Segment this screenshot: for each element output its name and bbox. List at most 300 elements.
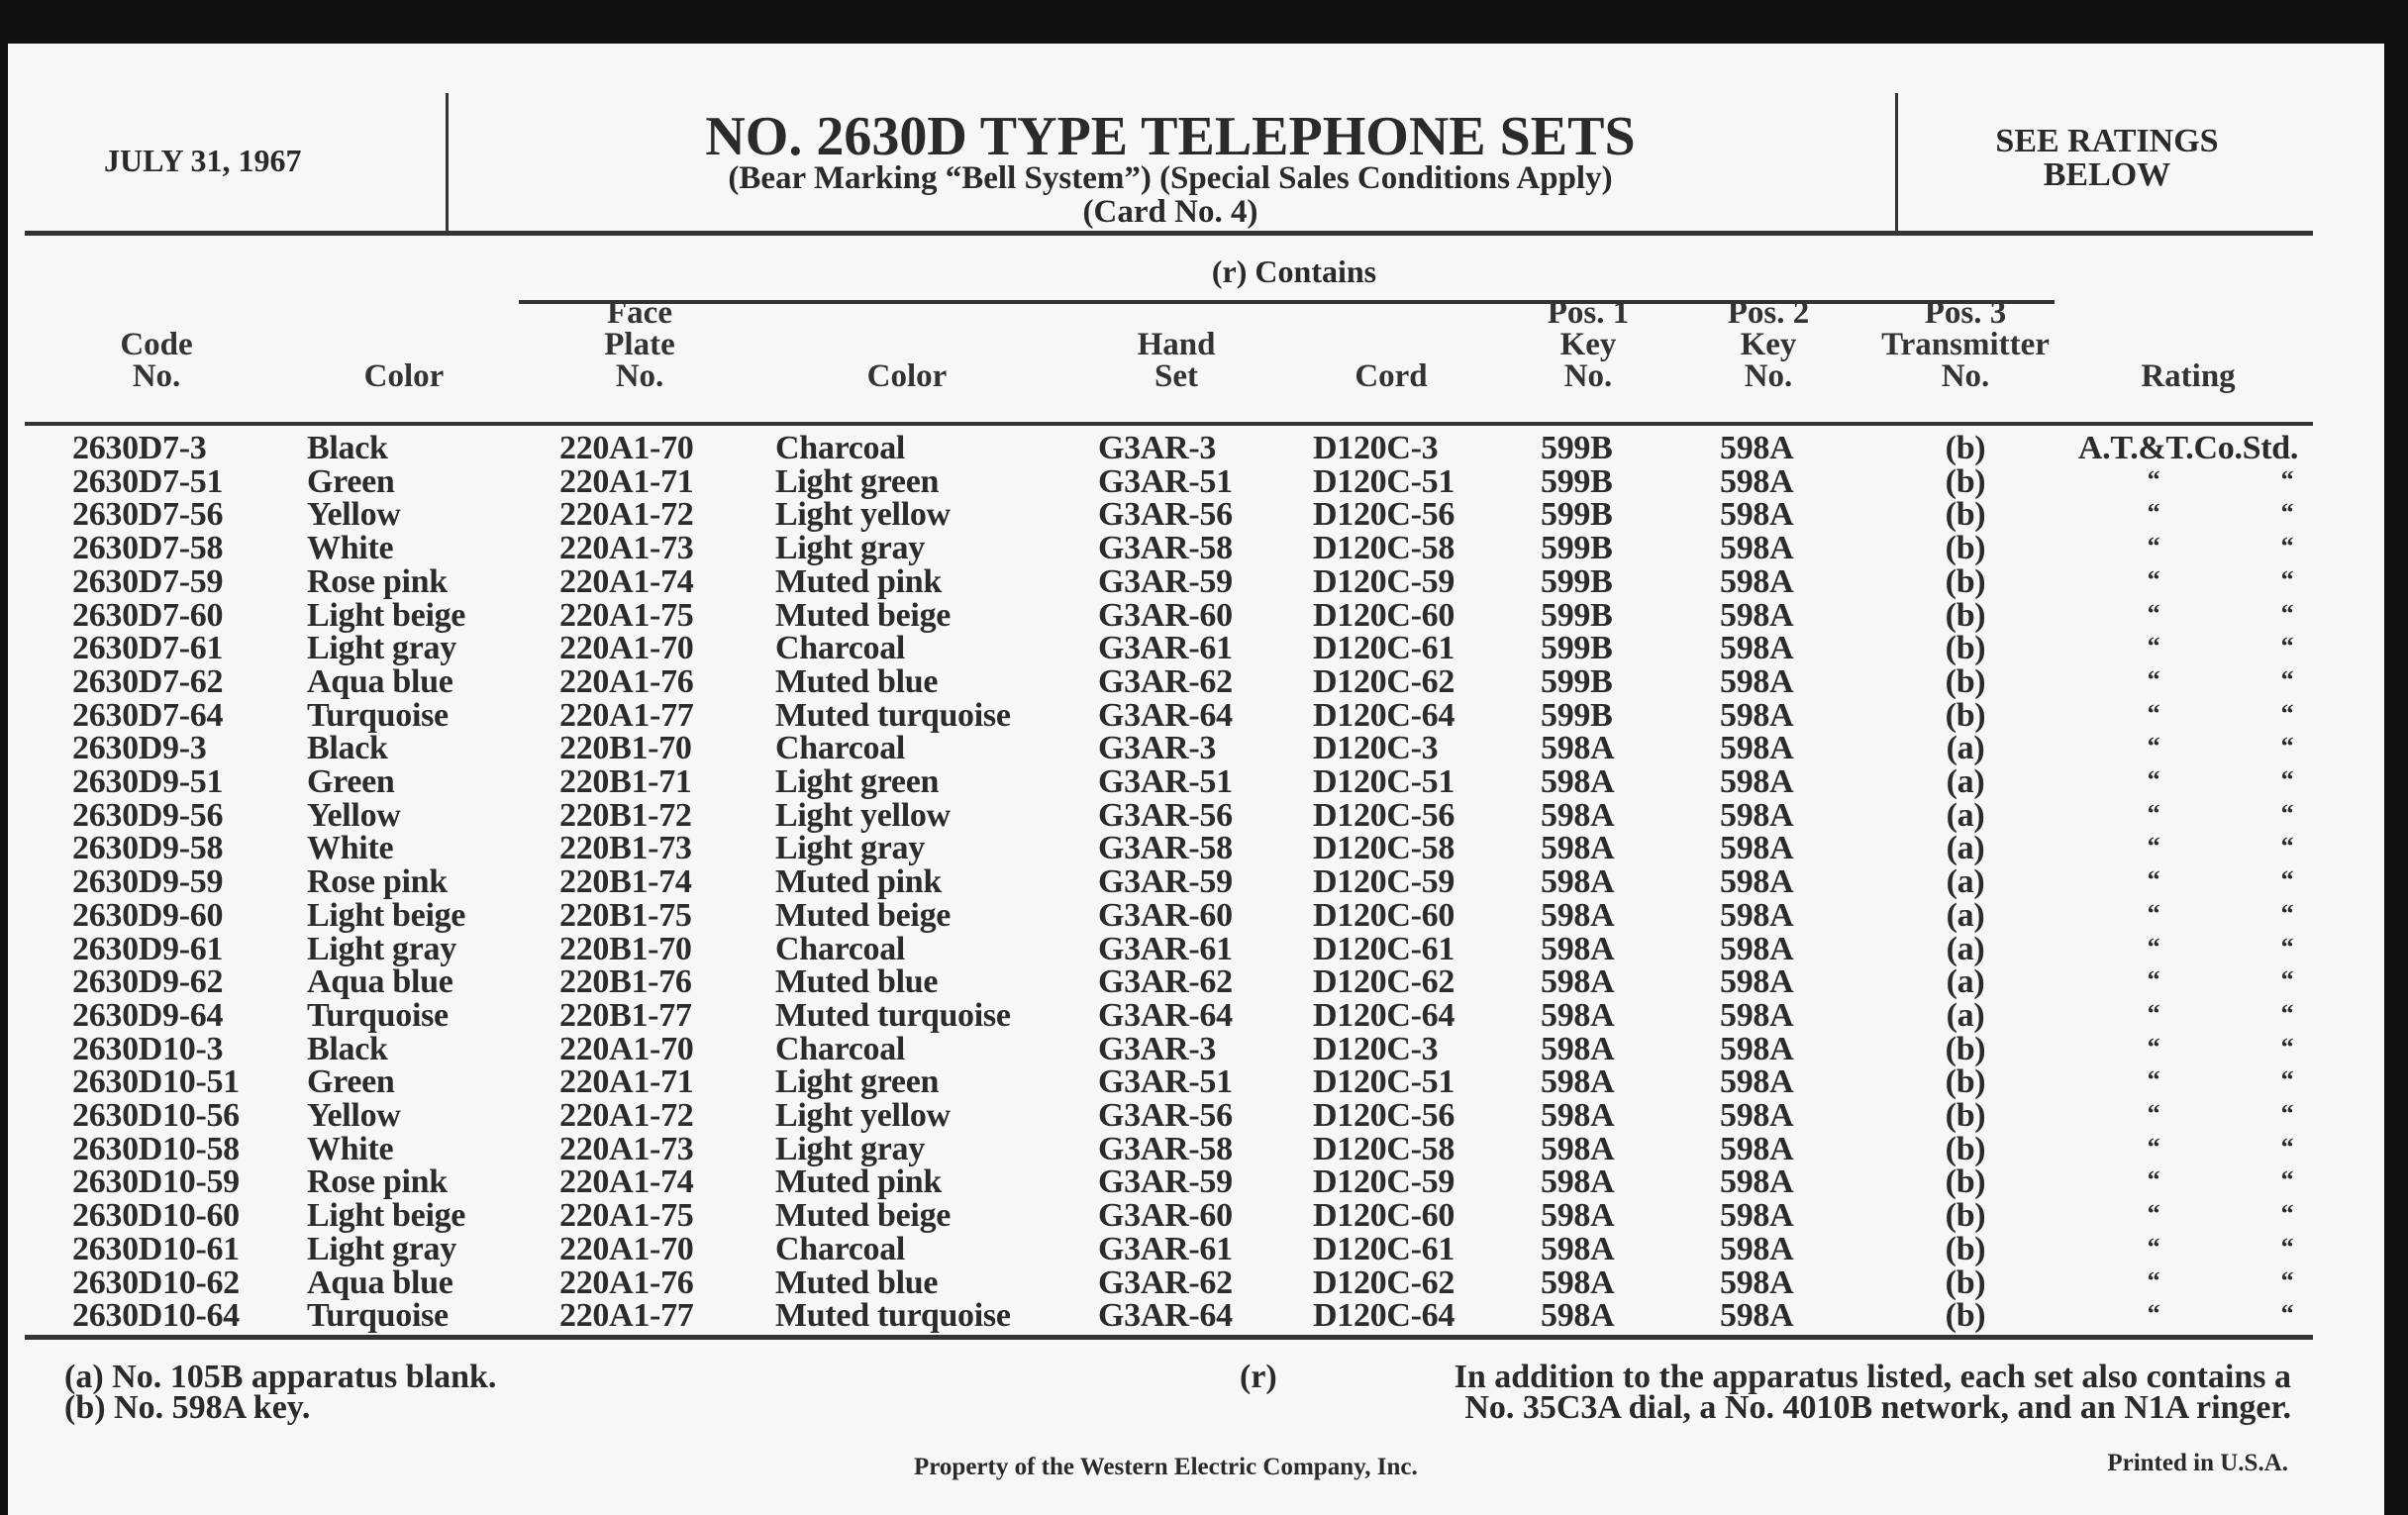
cell-code: 2630D7-60	[72, 596, 224, 634]
cell-face-plate: 220A1-73	[559, 1130, 694, 1167]
cell-rating-ditto: “	[2147, 798, 2160, 828]
cell-face-plate: 220A1-70	[559, 630, 694, 667]
cell-pos1: 598A	[1541, 930, 1615, 967]
column-header-line: Face	[607, 295, 672, 331]
cell-code: 2630D10-64	[72, 1297, 240, 1335]
cell-face-plate: 220B1-74	[559, 863, 692, 901]
cell-rating-ditto: “	[2147, 1199, 2160, 1229]
cell-hand-set: G3AR-61	[1098, 930, 1233, 967]
cell-plate-color: Charcoal	[775, 730, 906, 767]
cell-code: 2630D10-60	[72, 1197, 240, 1235]
cell-plate-color: Light yellow	[775, 496, 951, 534]
cell-hand-set: G3AR-58	[1098, 830, 1233, 867]
cell-pos2: 598A	[1720, 1263, 1794, 1301]
cell-rating-ditto: “	[2280, 965, 2294, 995]
cell-face-plate: 220A1-71	[559, 1063, 694, 1101]
column-header-code	[120, 329, 192, 392]
cell-pos2: 598A	[1720, 730, 1794, 767]
cell-code: 2630D7-59	[72, 562, 224, 600]
cell-rating-ditto: “	[2147, 1032, 2160, 1061]
cell-cord: D120C-64	[1313, 696, 1455, 734]
cell-pos2: 598A	[1720, 496, 1794, 534]
cell-color: Yellow	[307, 496, 401, 534]
cell-code: 2630D7-56	[72, 496, 224, 534]
cell-pos1: 598A	[1541, 1263, 1615, 1301]
cell-color: Green	[307, 1063, 395, 1101]
column-header-line: Set	[1154, 358, 1198, 394]
cell-code: 2630D9-61	[72, 930, 224, 967]
cell-pos3: (b)	[1945, 462, 1986, 500]
cell-cord: D120C-51	[1313, 763, 1455, 800]
cell-color: Black	[307, 1030, 388, 1067]
cell-rating-ditto: “	[2147, 732, 2160, 761]
column-header-line: Color	[866, 358, 948, 394]
cell-cord: D120C-60	[1313, 596, 1455, 634]
cell-cord: D120C-51	[1313, 1063, 1455, 1101]
cell-cord: D120C-62	[1313, 963, 1455, 1001]
cell-pos1: 599B	[1541, 696, 1613, 734]
cell-face-plate: 220B1-70	[559, 730, 692, 767]
cell-pos3: (a)	[1946, 896, 1985, 934]
cell-color: Black	[307, 730, 388, 767]
cell-pos3: (a)	[1946, 963, 1985, 1001]
cell-rating-ditto: “	[2147, 832, 2160, 861]
cell-color: Light gray	[307, 1230, 456, 1267]
cell-pos1: 598A	[1541, 1230, 1615, 1267]
cell-code: 2630D9-51	[72, 763, 224, 800]
cell-pos3: (b)	[1945, 430, 1986, 466]
cell-rating-ditto: “	[2280, 1265, 2294, 1295]
cell-cord: D120C-58	[1313, 830, 1455, 867]
cell-color: White	[307, 1130, 394, 1167]
cell-color: Green	[307, 763, 395, 800]
column-header-line: Rating	[2141, 358, 2236, 394]
cell-cord: D120C-3	[1313, 430, 1439, 466]
cell-plate-color: Muted blue	[775, 1263, 939, 1301]
cell-rating-ditto: “	[2280, 564, 2294, 594]
column-header-rating	[2141, 360, 2235, 392]
cell-pos3: (b)	[1945, 662, 1986, 700]
cell-rating-ditto: “	[2147, 898, 2160, 928]
card-date: JULY 31, 1967	[104, 143, 302, 178]
column-header-line: Plate	[604, 327, 675, 362]
cell-color: Yellow	[307, 1097, 401, 1134]
cell-hand-set: G3AR-62	[1098, 1263, 1233, 1301]
cell-hand-set: G3AR-51	[1098, 763, 1233, 800]
cell-pos2: 598A	[1720, 763, 1794, 800]
cell-code: 2630D10-56	[72, 1097, 240, 1134]
cell-plate-color: Charcoal	[775, 1030, 906, 1067]
cell-rating-ditto: “	[2147, 998, 2160, 1028]
cell-pos3: (a)	[1946, 830, 1985, 867]
property-notice: Property of the Western Electric Company, Inc.	[914, 1454, 1418, 1480]
cell-pos1: 598A	[1541, 830, 1615, 867]
cell-code: 2630D10-58	[72, 1130, 240, 1167]
column-header-cord	[1354, 360, 1427, 392]
cell-hand-set: G3AR-64	[1098, 996, 1233, 1034]
cell-hand-set: G3AR-3	[1098, 1030, 1217, 1067]
cell-rating-ditto: “	[2280, 1232, 2294, 1262]
cell-color: Rose pink	[307, 863, 448, 901]
cell-rating-ditto: “	[2147, 598, 2160, 628]
cell-color: Black	[307, 430, 388, 466]
cell-pos2: 598A	[1720, 796, 1794, 834]
cell-cord: D120C-56	[1313, 1097, 1455, 1134]
column-header-line: Key	[1559, 327, 1617, 362]
cell-cord: D120C-3	[1313, 730, 1439, 767]
ratings-note-line1: SEE RATINGS	[1995, 123, 2219, 159]
cell-color: Aqua blue	[307, 1263, 453, 1301]
cell-hand-set: G3AR-60	[1098, 896, 1233, 934]
cell-rating-ditto: “	[2147, 1299, 2160, 1329]
cell-pos2: 598A	[1720, 1230, 1794, 1267]
column-header-pos2	[1728, 297, 1810, 392]
cell-plate-color: Muted blue	[775, 662, 939, 700]
cell-hand-set: G3AR-3	[1098, 430, 1217, 466]
cell-hand-set: G3AR-58	[1098, 1130, 1233, 1167]
cell-code: 2630D9-59	[72, 863, 224, 901]
cell-rating-ditto: “	[2280, 832, 2294, 861]
cell-pos3: (b)	[1945, 1263, 1986, 1301]
column-header-plate-color	[867, 360, 948, 392]
cell-pos1: 598A	[1541, 1063, 1615, 1101]
cell-pos2: 598A	[1720, 562, 1794, 600]
cell-hand-set: G3AR-62	[1098, 662, 1233, 700]
cell-plate-color: Light yellow	[775, 1097, 951, 1134]
cell-pos3: (a)	[1946, 730, 1985, 767]
cell-code: 2630D10-59	[72, 1163, 240, 1201]
cell-plate-color: Light green	[775, 1063, 940, 1101]
printed-notice: Printed in U.S.A.	[2107, 1450, 2288, 1476]
cell-pos2: 598A	[1720, 1163, 1794, 1201]
cell-color: Green	[307, 462, 395, 500]
cell-rating-ditto: “	[2280, 798, 2294, 828]
cell-plate-color: Light green	[775, 462, 940, 500]
cell-pos2: 598A	[1720, 696, 1794, 734]
cell-plate-color: Muted beige	[775, 896, 952, 934]
cell-pos2: 598A	[1720, 1197, 1794, 1235]
cell-pos2: 598A	[1720, 1130, 1794, 1167]
cell-hand-set: G3AR-56	[1098, 796, 1233, 834]
column-header-line: Transmitter	[1881, 327, 2050, 362]
cell-color: White	[307, 830, 394, 867]
cell-cord: D120C-59	[1313, 562, 1455, 600]
cell-rating-ditto: “	[2280, 698, 2294, 728]
cell-cord: D120C-56	[1313, 496, 1455, 534]
cell-hand-set: G3AR-58	[1098, 530, 1233, 567]
cell-pos1: 598A	[1541, 1030, 1615, 1067]
cell-pos2: 598A	[1720, 662, 1794, 700]
cell-rating-ditto: “	[2280, 1165, 2294, 1195]
cell-pos3: (a)	[1946, 763, 1985, 800]
cell-pos1: 598A	[1541, 1297, 1615, 1335]
column-header-line: No.	[1744, 358, 1793, 394]
cell-rating-ditto: “	[2147, 464, 2160, 494]
cell-color: Light beige	[307, 1197, 466, 1235]
cell-pos2: 598A	[1720, 1063, 1794, 1101]
cell-pos1: 598A	[1541, 763, 1615, 800]
cell-hand-set: G3AR-59	[1098, 1163, 1233, 1201]
cell-pos1: 598A	[1541, 730, 1615, 767]
cell-code: 2630D7-64	[72, 696, 224, 734]
ratings-note	[1995, 125, 2218, 192]
column-header-face-plate	[604, 297, 674, 392]
cell-rating-ditto: “	[2280, 898, 2294, 928]
column-header-line: Code	[120, 327, 193, 362]
cell-face-plate: 220B1-76	[559, 963, 692, 1001]
cell-rating-ditto: “	[2280, 498, 2294, 528]
cell-rating-ditto: “	[2147, 865, 2160, 895]
cell-rating-ditto: “	[2280, 632, 2294, 661]
footnote-a: (a) No. 105B apparatus blank.	[64, 1359, 497, 1395]
cell-pos2: 598A	[1720, 1097, 1794, 1134]
cell-pos2: 598A	[1720, 630, 1794, 667]
cell-pos3: (b)	[1945, 696, 1986, 734]
cell-plate-color: Light gray	[775, 530, 925, 567]
cell-rating-ditto: “	[2147, 498, 2160, 528]
cell-pos3: (b)	[1945, 562, 1986, 600]
column-header-line: Pos. 2	[1727, 295, 1810, 331]
cell-color: Light gray	[307, 630, 456, 667]
cell-pos3: (b)	[1945, 1130, 1986, 1167]
column-header-pos1	[1548, 297, 1630, 392]
cell-hand-set: G3AR-56	[1098, 1097, 1233, 1134]
cell-plate-color: Muted pink	[775, 863, 942, 901]
cell-cord: D120C-56	[1313, 796, 1455, 834]
cell-code: 2630D9-3	[72, 730, 207, 767]
cell-pos2: 598A	[1720, 596, 1794, 634]
cell-cord: D120C-61	[1313, 930, 1455, 967]
cell-color: Aqua blue	[307, 662, 453, 700]
column-header-line: No.	[132, 358, 181, 394]
cell-face-plate: 220A1-70	[559, 430, 694, 466]
cell-plate-color: Charcoal	[775, 1230, 906, 1267]
cell-rating: A.T.&T.Co.Std.	[2077, 430, 2299, 466]
cell-face-plate: 220B1-73	[559, 830, 692, 867]
cell-plate-color: Muted pink	[775, 562, 942, 600]
cell-code: 2630D7-3	[72, 430, 207, 466]
column-header-line: Pos. 3	[1924, 295, 2007, 331]
cell-face-plate: 220B1-75	[559, 896, 692, 934]
cell-color: Aqua blue	[307, 963, 453, 1001]
cell-plate-color: Muted turquoise	[775, 1297, 1011, 1335]
column-header-color	[364, 360, 445, 392]
column-header-hand-set	[1138, 329, 1216, 392]
cell-hand-set: G3AR-59	[1098, 863, 1233, 901]
cell-pos2: 598A	[1720, 996, 1794, 1034]
cell-pos3: (b)	[1945, 1097, 1986, 1134]
cell-code: 2630D9-64	[72, 996, 224, 1034]
cell-color: Rose pink	[307, 1163, 448, 1201]
cell-rating-ditto: “	[2280, 598, 2294, 628]
cell-pos1: 599B	[1541, 530, 1613, 567]
cell-rating-ditto: “	[2280, 932, 2294, 961]
cell-plate-color: Light gray	[775, 830, 925, 867]
cell-plate-color: Muted beige	[775, 1197, 952, 1235]
cell-face-plate: 220A1-74	[559, 562, 694, 600]
cell-hand-set: G3AR-56	[1098, 496, 1233, 534]
cell-face-plate: 220A1-72	[559, 496, 694, 534]
cell-cord: D120C-61	[1313, 1230, 1455, 1267]
cell-cord: D120C-59	[1313, 863, 1455, 901]
cell-face-plate: 220A1-77	[559, 1297, 694, 1335]
cell-face-plate: 220B1-70	[559, 930, 692, 967]
cell-face-plate: 220A1-74	[559, 1163, 694, 1201]
cell-pos3: (b)	[1945, 1163, 1986, 1201]
cell-code: 2630D9-60	[72, 896, 224, 934]
contains-group-rule	[519, 300, 2055, 304]
cell-pos3: (b)	[1945, 1297, 1986, 1335]
cell-plate-color: Muted turquoise	[775, 696, 1011, 734]
cell-rating-ditto: “	[2280, 765, 2294, 794]
cell-pos1: 598A	[1541, 1163, 1615, 1201]
cell-pos2: 598A	[1720, 863, 1794, 901]
cell-rating-ditto: “	[2147, 632, 2160, 661]
cell-hand-set: G3AR-61	[1098, 630, 1233, 667]
cell-hand-set: G3AR-64	[1098, 696, 1233, 734]
cell-rating-ditto: “	[2147, 1232, 2160, 1262]
cell-rating-ditto: “	[2280, 1199, 2294, 1229]
table-header-rule	[25, 422, 2313, 426]
cell-pos2: 598A	[1720, 1030, 1794, 1067]
cell-hand-set: G3AR-64	[1098, 1297, 1233, 1335]
cell-pos1: 598A	[1541, 863, 1615, 901]
cell-pos3: (b)	[1945, 1230, 1986, 1267]
column-header-line: Key	[1740, 327, 1797, 362]
cell-pos2: 598A	[1720, 896, 1794, 934]
cell-hand-set: G3AR-51	[1098, 462, 1233, 500]
cell-rating-ditto: “	[2147, 1265, 2160, 1295]
cell-pos3: (b)	[1945, 1063, 1986, 1101]
column-header-line: Cord	[1354, 358, 1428, 394]
cell-pos1: 598A	[1541, 1130, 1615, 1167]
cell-pos1: 599B	[1541, 496, 1613, 534]
cell-pos3: (b)	[1945, 596, 1986, 634]
cell-color: Turquoise	[307, 696, 449, 734]
cell-face-plate: 220A1-76	[559, 1263, 694, 1301]
cell-face-plate: 220A1-70	[559, 1230, 694, 1267]
cell-rating-ditto: “	[2147, 532, 2160, 561]
cell-rating-ditto: “	[2147, 1132, 2160, 1162]
cell-pos1: 599B	[1541, 596, 1613, 634]
page-subtitle: (Bear Marking “Bell System”) (Special Sales Conditions Apply)	[728, 160, 1613, 196]
cell-plate-color: Light gray	[775, 1130, 925, 1167]
cell-rating-ditto: “	[2147, 664, 2160, 694]
cell-code: 2630D7-61	[72, 630, 224, 667]
footnote-b: (b) No. 598A key.	[64, 1389, 311, 1426]
cell-code: 2630D10-62	[72, 1263, 240, 1301]
cell-code: 2630D10-61	[72, 1230, 240, 1267]
cell-cord: D120C-62	[1313, 1263, 1455, 1301]
cell-pos1: 599B	[1541, 662, 1613, 700]
cell-color: Light beige	[307, 896, 466, 934]
cell-rating-ditto: “	[2147, 765, 2160, 794]
cell-face-plate: 220A1-72	[559, 1097, 694, 1134]
cell-color: Turquoise	[307, 1297, 449, 1335]
cell-rating-ditto: “	[2280, 732, 2294, 761]
cell-pos2: 598A	[1720, 930, 1794, 967]
cell-plate-color: Charcoal	[775, 630, 906, 667]
cell-plate-color: Light green	[775, 763, 940, 800]
cell-rating-ditto: “	[2280, 1065, 2294, 1095]
cell-rating-ditto: “	[2147, 698, 2160, 728]
telephone-sets-card	[8, 44, 2384, 1515]
cell-pos2: 598A	[1720, 830, 1794, 867]
cell-pos3: (b)	[1945, 1197, 1986, 1235]
cell-rating-ditto: “	[2280, 532, 2294, 561]
cell-rating-ditto: “	[2147, 932, 2160, 961]
cell-pos1: 599B	[1541, 430, 1613, 466]
cell-rating-ditto: “	[2147, 1165, 2160, 1195]
cell-plate-color: Muted beige	[775, 596, 952, 634]
column-header-line: No.	[615, 358, 664, 394]
cell-cord: D120C-61	[1313, 630, 1455, 667]
cell-rating-ditto: “	[2280, 1299, 2294, 1329]
page-title: NO. 2630D TYPE TELEPHONE SETS	[705, 106, 1636, 167]
cell-code: 2630D10-51	[72, 1063, 240, 1101]
cell-plate-color: Muted pink	[775, 1163, 942, 1201]
cell-color: Yellow	[307, 796, 401, 834]
cell-plate-color: Charcoal	[775, 430, 906, 466]
cell-rating-ditto: “	[2280, 1032, 2294, 1061]
header-divider-left	[446, 93, 449, 232]
cell-plate-color: Muted turquoise	[775, 996, 1011, 1034]
cell-hand-set: G3AR-60	[1098, 596, 1233, 634]
cell-code: 2630D7-58	[72, 530, 224, 567]
header-rule	[25, 231, 2313, 236]
cell-cord: D120C-64	[1313, 996, 1455, 1034]
cell-rating-ditto: “	[2147, 564, 2160, 594]
cell-code: 2630D9-62	[72, 963, 224, 1001]
cell-cord: D120C-64	[1313, 1297, 1455, 1335]
cell-plate-color: Charcoal	[775, 930, 906, 967]
cell-pos3: (a)	[1946, 930, 1985, 967]
cell-cord: D120C-3	[1313, 1030, 1439, 1067]
cell-face-plate: 220A1-75	[559, 596, 694, 634]
column-header-line: Hand	[1137, 327, 1216, 362]
cell-rating-ditto: “	[2280, 865, 2294, 895]
cell-pos2: 598A	[1720, 462, 1794, 500]
cell-pos1: 598A	[1541, 1197, 1615, 1235]
cell-cord: D120C-58	[1313, 1130, 1455, 1167]
cell-cord: D120C-62	[1313, 662, 1455, 700]
cell-face-plate: 220A1-76	[559, 662, 694, 700]
cell-color: Rose pink	[307, 562, 448, 600]
cell-cord: D120C-58	[1313, 530, 1455, 567]
cell-color: Light beige	[307, 596, 466, 634]
cell-face-plate: 220A1-73	[559, 530, 694, 567]
column-header-line: Color	[363, 358, 445, 394]
cell-pos1: 599B	[1541, 462, 1613, 500]
column-header-line: No.	[1941, 358, 1990, 394]
cell-cord: D120C-60	[1313, 1197, 1455, 1235]
cell-pos2: 598A	[1720, 430, 1794, 466]
cell-rating-ditto: “	[2280, 1099, 2294, 1128]
cell-code: 2630D7-51	[72, 462, 224, 500]
cell-pos3: (a)	[1946, 996, 1985, 1034]
cell-code: 2630D9-58	[72, 830, 224, 867]
cell-face-plate: 220B1-71	[559, 763, 692, 800]
cell-rating-ditto: “	[2147, 1065, 2160, 1095]
cell-face-plate: 220B1-72	[559, 796, 692, 834]
cell-cord: D120C-59	[1313, 1163, 1455, 1201]
cell-face-plate: 220A1-75	[559, 1197, 694, 1235]
cell-rating-ditto: “	[2147, 1099, 2160, 1128]
column-header-line: No.	[1563, 358, 1613, 394]
cell-rating-ditto: “	[2147, 965, 2160, 995]
cell-hand-set: G3AR-62	[1098, 963, 1233, 1001]
cell-pos1: 599B	[1541, 630, 1613, 667]
